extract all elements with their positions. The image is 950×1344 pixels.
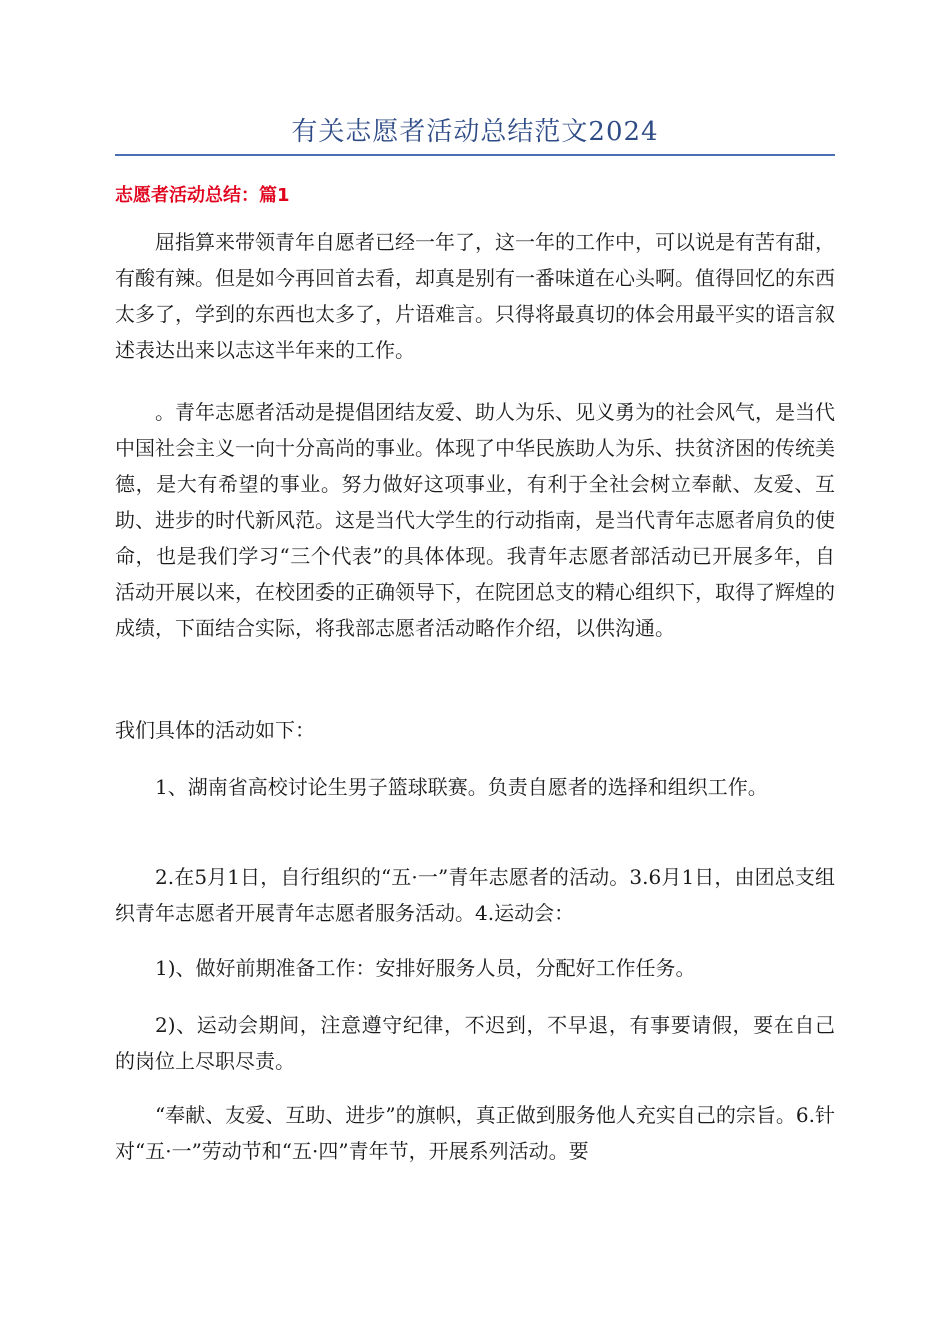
- document-title: 有关志愿者活动总结范文2024: [291, 117, 659, 147]
- paragraph-sports-prep: 1)、做好前期准备工作：安排好服务人员，分配好工作任务。: [155, 956, 696, 980]
- paragraph-overview: 。青年志愿者活动是提倡团结友爱、助人为乐、见义勇为的社会风气，是当代中国社会主义一向十分高尚的事业。体现了中华民族助人为乐、扶贫济困的传统美德，是大有希望的事业。努力做好这项事业，有利于全社会树立奉献、友爱、互助、进步的时代新风范。这是当代大学生的行动指南，是当代青年志愿者肩负的使命，也是我们学习“三个代表”的具体体现。我青年志愿者部活动已开展多年，自活动开展以来，在校团委的正确领导下，在院团总支的精心组织下，取得了辉煌的成绩，下面结合实际，将我部志愿者活动略作介绍，以供沟通。: [115, 400, 835, 640]
- title-underline: [115, 154, 835, 156]
- paragraph-intro: 屈指算来带领青年自愿者已经一年了，这一年的工作中，可以说是有苦有甜，有酸有辣。但是如今再回首去看，却真是别有一番味道在心头啊。值得回忆的东西太多了，学到的东西也太多了，片语难言。只得将最真切的体会用最平实的语言叙述表达出来以志这半年来的工作。: [115, 230, 835, 362]
- section-heading: 志愿者活动总结：篇1: [115, 185, 290, 206]
- paragraph-activity-1: 1、湖南省高校讨论生男子篮球联赛。负责自愿者的选择和组织工作。: [155, 775, 768, 799]
- paragraph-banner: “奉献、友爱、互助、进步”的旗帜，真正做到服务他人充实自己的宗旨。6.针对“五·一”劳动节和“五·四”青年节，开展系列活动。要: [115, 1103, 835, 1163]
- paragraph-activities-lead: 我们具体的活动如下：: [115, 718, 315, 742]
- paragraph-activity-2-4: 2.在5月1日，自行组织的“五·一”青年志愿者的活动。3.6月1日，由团总支组织青年志愿者开展青年志愿者服务活动。4.运动会：: [115, 865, 835, 925]
- paragraph-sports-duty: 2)、运动会期间，注意遵守纪律，不迟到，不早退，有事要请假，要在自己的岗位上尽职尽责。: [115, 1013, 835, 1073]
